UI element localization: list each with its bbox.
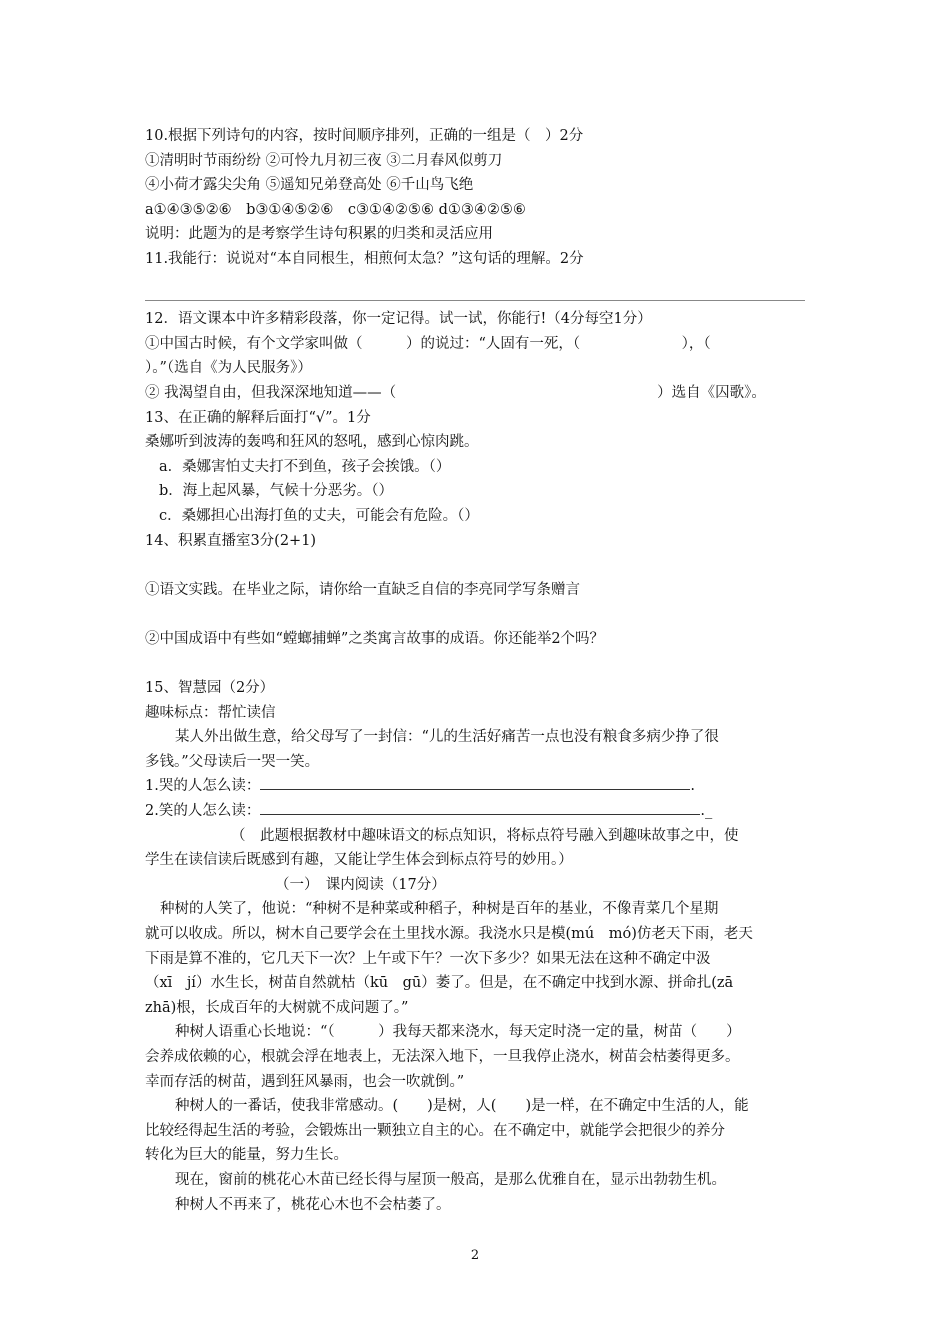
q15-laugh-label: 2.笑的人怎么读： — [145, 803, 261, 820]
q14-item-1: ①语文实践。在毕业之际，请你给一直缺乏自信的李亮同学写条赠言 — [145, 581, 580, 598]
q13-option-b: b．海上起风暴，气候十分恶劣。（） — [159, 483, 394, 500]
q15-title: 15、智慧园（2分） — [145, 680, 275, 697]
q15-cry-answer — [145, 774, 810, 799]
q12-title: 12．语文课本中许多精彩段落，你一定记得。试一试，你能行!（4分每空1分） — [145, 311, 652, 328]
reading-p5: 种树人不再来了，桃花心木也不会枯萎了。 — [175, 1196, 451, 1213]
q15-note-line-1: （ 此题根据教材中趣味语文的标点知识，将标点符号融入到趣味故事之中，使 — [231, 827, 739, 844]
q15-laugh-answer — [145, 799, 810, 824]
reading-p1-line-5: zhā)根，长成百年的大树就不成问题了。” — [145, 999, 409, 1016]
q10-poem-line-1: ①清明时节雨纷纷 ②可怜九月初三夜 ③二月春风似剪刀 — [145, 152, 503, 169]
q13-option-a: a．桑娜害怕丈夫打不到鱼，孩子会挨饿。（） — [159, 458, 451, 475]
q12-line-2: ）。”（选自《为人民服务》） — [145, 360, 312, 377]
spacer — [145, 553, 810, 578]
reading-p2-line-3: 幸而存活的树苗，遇到狂风暴雨，也会一吹就倒。” — [145, 1073, 465, 1090]
q15-laugh-blank[interactable] — [260, 800, 700, 815]
reading-p3-line-1: 种树人的一番话，使我非常感动。( )是树，人( )是一样，在不确定中生活的人，能 — [175, 1098, 749, 1115]
q14-title: 14、积累直播室3分(2+1) — [145, 532, 317, 549]
reading-p3-line-2: 比较经得起生活的考验，会锻炼出一颗独立自主的心。在不确定中，就能学会把很少的养分 — [145, 1122, 725, 1139]
reading-p2-line-1: 种树人语重心长地说：“（ ）我每天都来浇水，每天定时浇一定的量，树苗（ ） — [175, 1024, 741, 1041]
q15-note-line-2: 学生在读信读后既感到有趣，又能让学生体会到标点符号的妙用。） — [145, 852, 573, 869]
reading-p1-line-3: 下雨是算不准的，它几天下一次？上午或下午？一次下多少？如果无法在这种不确定中汲 — [145, 950, 711, 967]
q15-subtitle: 趣味标点：帮忙读信 — [145, 704, 276, 721]
q10-title: 10.根据下列诗句的内容，按时间顺序排列，正确的一组是（ ）2分 — [145, 128, 584, 144]
q11-answer-space — [145, 272, 810, 297]
q10-poem-line-2: ④小荷才露尖尖角 ⑤遥知兄弟登高处 ⑥千山鸟飞绝 — [145, 177, 474, 194]
q11-title: 11.我能行：说说对“本自同根生，相煎何太急？”这句话的理解。2分 — [145, 250, 584, 267]
spacer — [145, 602, 810, 627]
reading-p4: 现在，窗前的桃花心木苗已经长得与屋顶一般高，是那么优雅自在，显示出勃勃生机。 — [175, 1171, 726, 1188]
reading-p1-line-4: （xī jí）水生长，树苗自然就枯（kū gū）萎了。但是，在不确定中找到水源、拼命扎(zā — [145, 975, 734, 992]
q11-answer-line — [145, 300, 805, 301]
q15-cry-blank[interactable] — [260, 775, 690, 790]
page-number: 2 — [470, 1248, 480, 1263]
q15-cry-label: 1.哭的人怎么读： — [145, 778, 261, 795]
q10-options: a①④③⑤②⑥ b③①④⑤②⑥ c③①④②⑤⑥ d①③④②⑤⑥ — [145, 201, 526, 218]
q12-line-3: ② 我渴望自由，但我深深地知道——（ ）选自《囚歌》。 — [145, 384, 766, 401]
q15-laugh-end: ._ — [700, 803, 713, 820]
reading-p1-line-2: 就可以收成。所以，树木自己要学会在土里找水源。我浇水只是模(mú mó)仿老天下雨，老天 — [145, 926, 753, 942]
q12-line-1: ①中国古时候，有个文学家叫做（ ）的说过：“人固有一死，（ ），（ — [145, 335, 711, 352]
q14-item-2: ②中国成语中有些如“螳螂捕蝉”之类寓言故事的成语。你还能举2个吗？ — [145, 630, 605, 647]
q13-option-c: c．桑娜担心出海打鱼的丈夫，可能会有危险。（） — [159, 507, 479, 524]
q13-title: 13、在正确的解释后面打“√”。1分 — [145, 409, 371, 426]
q15-story-line-2: 多钱。”父母读后一哭一笑。 — [145, 753, 320, 770]
q15-story-line-1: 某人外出做生意，给父母写了一封信：“儿的生活好痛苦一点也没有粮食多病少挣了很 — [175, 729, 719, 746]
q15-cry-end: . — [690, 778, 695, 795]
reading-p2-line-2: 会养成依赖的心，根就会浮在地表上，无法深入地下，一旦我停止浇水，树苗会枯萎得更多。 — [145, 1048, 740, 1065]
page-content — [145, 124, 810, 1217]
q13-sentence: 桑娜听到波涛的轰鸣和狂风的怒吼，感到心惊肉跳。 — [145, 434, 479, 451]
q10-note: 说明：此题为的是考察学生诗句积累的归类和灵活应用 — [145, 226, 493, 243]
spacer — [145, 651, 810, 676]
reading-p3-line-3: 转化为巨大的能量，努力生长。 — [145, 1147, 348, 1164]
reading-p1-line-1: 种树的人笑了，他说：“种树不是种菜或种稻子，种树是百年的基业，不像青菜几个星期 — [160, 901, 719, 918]
reading-heading: （一） 课内阅读（17分） — [275, 876, 446, 893]
